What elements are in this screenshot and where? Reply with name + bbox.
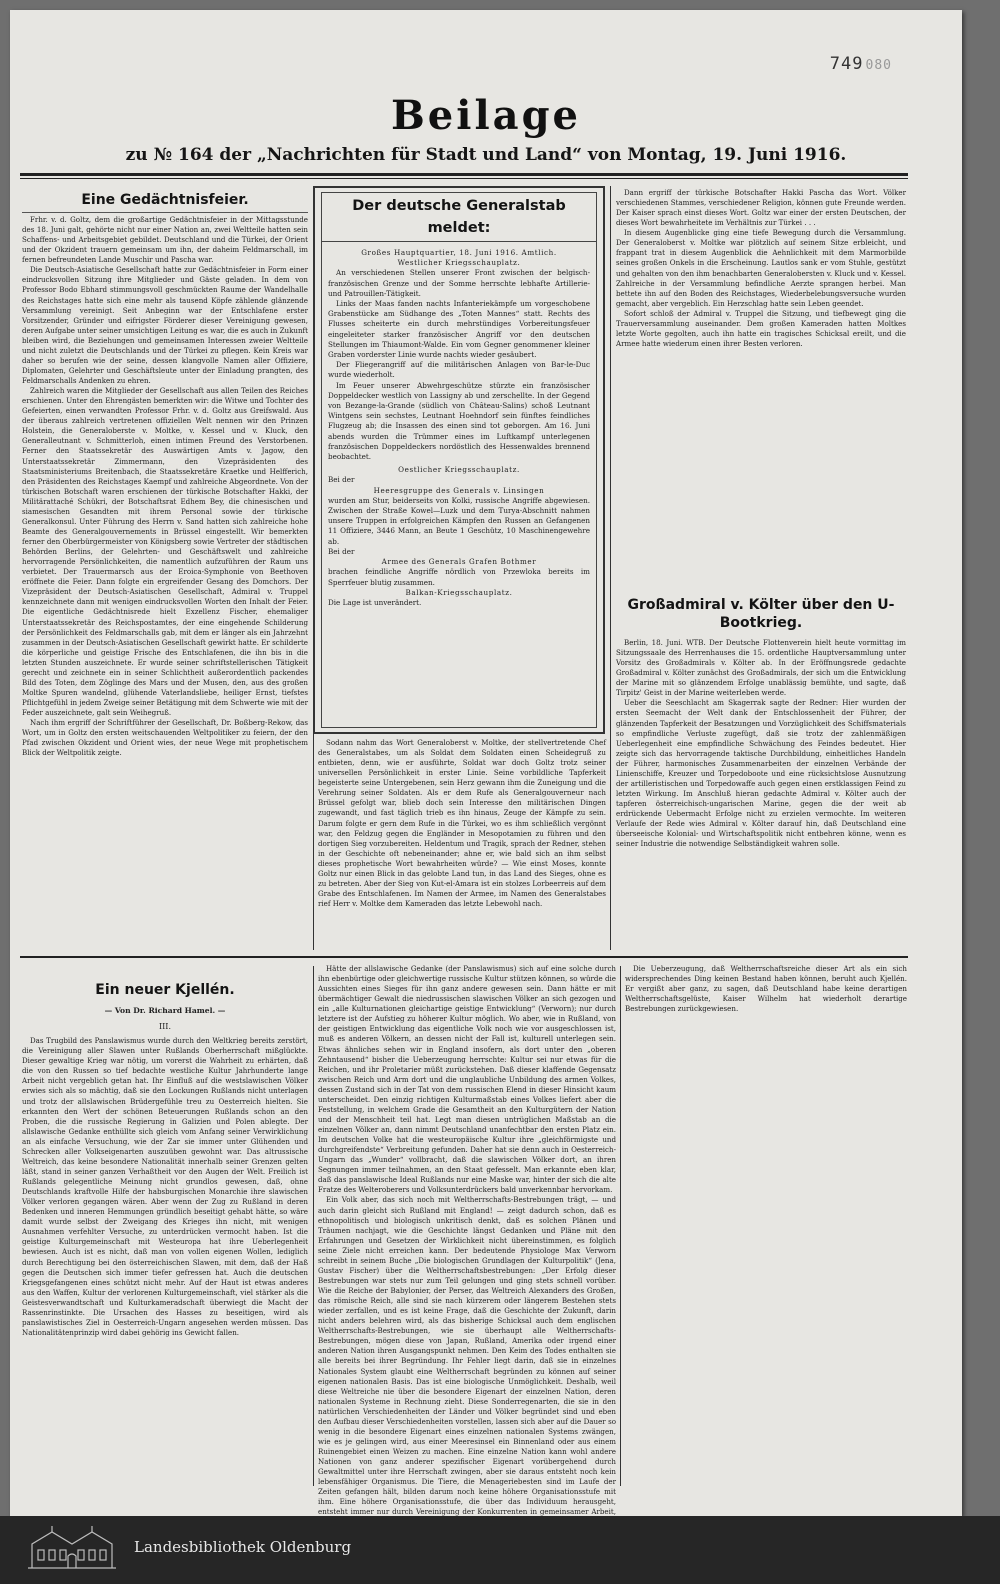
column-2-continuation <box>318 738 606 950</box>
column-1-text <box>22 215 308 951</box>
section-number: III. <box>158 1022 172 1032</box>
paragraph: Bei der <box>328 475 355 485</box>
masthead-rule <box>20 173 908 176</box>
generalstab-box-inner <box>321 192 597 728</box>
article-kjellen <box>22 970 308 1442</box>
report-section-balkan: Balkan-Kriegsschauplatz. <box>405 587 513 597</box>
headline-generalstab: Der deutsche Generalstab meldet: <box>322 193 596 242</box>
pencil-mark: 080 <box>865 58 892 73</box>
masthead-subtitle: zu № 164 der „Nachrichten für Stadt und Land“ von Montag, 19. Juni 1916. <box>125 145 847 165</box>
report-section-west: Westlicher Kriegsschauplatz. <box>397 258 521 268</box>
paragraph: wurden am Stur, beiderseits von Kolki, russische Angriffe abgewiesen. Zwischen der Straße Kowel—Luzk und dem Turya-Abschnitt nahmen unsere Truppen in erfolgreichen Kämpfen den Russen an Gefangenen 11 Offiziere, 3446 Mann, an Beute 1 Geschütz, 10 Maschinengewehre ab. <box>328 495 590 546</box>
paragraph: Berlin, 18. Juni. WTB. Der Deutsche Flottenverein hielt heute vormittag im Sitzungssaale des Herrenhauses die 15. ordentliche Hauptversammlung unter Vorsitz des Großadmirals v. Költer ab. In der Eröffnungsrede gedachte Großadmiral v. Költer zunächst des Großadmirals, der sich um die Entwicklung der Marine mit so glänzendem Erfolge unablässig bemühte, und sagte, daß Tirpitz' Geist in der Marine weiterleben werde. <box>616 638 906 698</box>
paragraph: Frhr. v. d. Goltz, dem die großartige Gedächtnisfeier in der Mittagsstunde des 18. Juni galt, gehörte nicht nur einer Nation an, zwei Weltteile hatten sein Schaffens- und Arbeitsgebiet gebildet. Deutschland und die Türkei, der Orient und der Okzident trauern gemeinsam um ihn, der daheim Feldmarschall, im fernen befreundeten Lande Muschir und Pascha war. <box>22 215 308 265</box>
report-army-group: Heeresgruppe des Generals v. Linsingen <box>373 485 545 495</box>
kjellen-text-col2 <box>318 964 616 1517</box>
library-name: Landesbibliothek Oldenburg <box>134 1538 352 1556</box>
paragraph: Links der Maas fanden nachts Infanteriekämpfe um vorgeschobene Grabenstücke am Südhange des „Toten Mannes“ statt. Rechts des Flusses scheiterte ein durch mehrstündiges Vorbereitungsfeuer eingeleiteter starker französischer Angriff vor den deutschen Stellungen im Thiaumont-Walde. Ein vom Gegner genommener kleiner Graben vorderster Linie wurde nachts wieder gesäubert. <box>328 299 590 360</box>
page-number-value: 749 <box>829 54 864 74</box>
report-army: Armee des Generals Grafen Bothmer <box>381 557 537 567</box>
kjellen-text-col3 <box>625 964 907 1482</box>
footer-bar <box>0 1516 1000 1584</box>
column-rule-2 <box>610 186 611 950</box>
masthead-rule-thin <box>20 178 908 179</box>
paragraph: Zahlreich waren die Mitglieder der Gesellschaft aus allen Teilen des Reiches erschienen. Unter den Ehrengästen bemerkten wir: die Witwe und Tochter des Gefeierten, einen verwandten Professor Frhr. v. d. Goltz aus Greifswald. Aus der überaus zahlreich vertretenen offiziellen Welt nennen wir den Prinzen Holstein, die Generaloberste v. Moltke, v. Kessel und v. Kluck, den Generalleutnant v. Schmitterloh, einen intimen Freund des Verstorbenen. Ferner den Staatssekretär des Auswärtigen Amts v. Jagow, den Unterstaatssekretär Zimmermann, den Vizepräsidenten des Staatsministeriums Breitenbach, die Staatssekretäre Kraetke und Helfferich, den Präsidenten des Reichstages Kaempf und zahlreiche Abgeordnete. Von der türkischen Botschaft waren erschienen der türkische Botschafter Hakki, der Militärattaché Schükri, der Botschaftsrat Edhem Bey, die chinesischen und siamesischen Gesandten mit ihrem Personal sowie der türkische Generalkonsul. Unter Führung des Herrn v. Sand hatten sich zahlreiche hohe Beamte des Generalgouvernements in Brüssel eingestellt. Wir bemerkten ferner den Oberbürgermeister von Königsberg sowie Vertreter der städtischen Behörden Berlins, der Gelehrten- und Geschäftswelt und zahlreiche hervorragende Persönlichkeiten, die namentlich aufzuführen der Raum uns verbietet. Der Trauermarsch aus der Eroica-Symphonie von Beethoven eröffnete die Feier. Dann folgte ein ergreifender Gesang des Domchors. Der Vizepräsident der Deutsch-Asiatischen Gesellschaft, Admiral v. Truppel kennzeichnete dann mit wenigen eindrucksvollen Worten den Inhalt der Feier. Die eigentliche Gedächtnisrede hielt Exzellenz Fischer, ehemaliger Unterstaatssekretär des Reichspostamtes, der eine eingehende Schilderung der Persönlichkeit des Feldmarschalls gab, mit dem er länger als ein Jahrzehnt zusammen in der Deutsch-Asiatischen Gesellschaft gewirkt hatte. Er schilderte die körperliche und geistige Frische des Entschlafenen, die ihn bis in die letzten Stunden auszeichnete. Er wurde seiner schriftstellerischen Tätigkeit gerecht und zeichnete ein in seiner Schlichtheit außerordentlich packendes Bild des Toten, dem Zöglinge des Mars und der Musen, den, aus des großen Moltke Spuren wandelnd, glühende Vaterlandsliebe, heiliger Ernst, tiefstes Pflichtgefühl in jedem Zweige seiner Betätigung mit dem Schwerte wie mit der Feder auszeichnete, galt sein Weihegruß. <box>22 386 308 718</box>
paragraph: Im Feuer unserer Abwehrgeschütze stürzte ein französischer Doppeldecker westlich von Lassigny ab und zerschellte. In der Gegend von Bezange-la-Grande (südlich von Château-Salins) schoß Leutnant Wintgens sein sechstes, Leutnant Hoehndorf sein fünftes feindliches Flugzeug ab; die Insassen des einen sind tot geborgen. Am 16. Juni abends wurden die Trümmer eines im Luftkampf unterlegenen französischen Doppeldeckers nordöstlich des Hessenwaldes brennend beobachtet. <box>328 380 590 462</box>
paragraph: Die Deutsch-Asiatische Gesellschaft hatte zur Gedächtnisfeier in Form einer eindrucksvollen Sitzung ihre Mitglieder und Gäste geladen. In dem von Professor Bodo Ebhard stimmungsvoll geschmückten Raume der Wandelhalle des Reichstages hatte sich eine mehr als tausend Köpfe zählende glänzende Versammlung vereinigt. Seit Anbeginn war der Entschlafene erster Vorsitzender, Gründer und eifrigster Förderer dieser Vereinigung gewesen, deren Aufgabe unter seiner umsichtigen Leitung es war, die es auch in Zukunft bleiben wird, die Beziehungen und gemeinsamen Interessen zweier Weltteile und nicht zuletzt die Deutschlands und der Türkei zu pflegen. Kein Kreis war daher so berufen wie der seine, dessen klangvolle Namen aller Offiziere, Diplomaten, Gelehrter und Geschäftsleute unter der Einladung prangten, des Feldmarschalls Andenken zu ehren. <box>22 265 308 385</box>
headline-koelster: Großadmiral v. Költer über den U-Bootkrieg. <box>627 597 895 631</box>
headline-kjellen: Ein neuer Kjellén. <box>95 982 235 998</box>
generalstab-box <box>313 186 605 734</box>
page-number <box>830 54 892 74</box>
report-dateline: Großes Hauptquartier, 18. Juni 1916. Amtlich. <box>361 248 557 257</box>
paragraph: An verschiedenen Stellen unserer Front zwischen der belgisch-französischen Grenze und der Somme herrschte lebhafte Artillerie- und Patrouillen-Tätigkeit. <box>328 268 590 298</box>
paragraph: Hätte der allslawische Gedanke (der Panslawismus) sich auf eine solche durch ihn ebenbürtige oder gleichwertige russische Kultur stützen können, so würde die Aussichten eines Sieges für ihn ganz andere gewesen sein. Dann hätte er mit übermächtiger Gewalt die niedrussischen slawischen Völker an sich gezogen und ein „alle Kulturnationen gleichartige geistige Entwicklung“ (Verworn); nur durch letztere ist der Aufstieg zu höherer Kultur möglich. Wo aber, wie in Rußland, von der geistigen Entwicklung das eigentliche Volk noch wie vor ausgeschlossen ist, muß es anderen Völkern, an dessen nicht der Fall ist, kulturell unterlegen sein. Etwas ähnliches sehen wir in England insofern, als dort unter den „oberen Zehntausend“ bisher die Ueberzeugung herrschte: Kultur sei nur etwas für die Reichen, und ihr Proletarier müßt zurückstehen. Daß dieser klaffende Gegensatz zwischen Reich und Arm dort und die unglaubliche Unbildung des armen Volkes, dessen Zustand sich in der Tat von dem russischen Elend in dieser Hinsicht kaum unterscheidet. Den einzig richtigen Kulturmaßstab eines Volkes liefert aber die Feststellung, in welchem Grade die Gesamtheit an den Kulturgütern der Nation und der Menschheit teil hat. Legt man diesen untrüglichen Maßstab an die einzelnen Völker an, dann nimmt Deutschland unanfechtbar den ersten Platz ein. Im deutschen Volke hat die westeuropäische Kultur ihre „gleichförmigste und durchgreifendste“ Verbreitung gefunden. Daher hat sie denn auch in Oesterreich-Ungarn das „Wunder“ vollbracht, daß die slawischen Völker dort, an ihren Segnungen immer teilnahmen, an den Staat gefesselt. Man erkannte eben klar, daß das panslawische Ideal Rußlands nur eine Maske war, hinter der sich die alte Fratze des Welteroberers und Volksunterdrückers bald unverkennbar hervorkam. <box>318 964 616 1195</box>
generalstab-text <box>328 248 590 748</box>
paragraph: brachen feindliche Angriffe nördlich von Przewloka bereits im Sperrfeuer blutig zusammen. <box>328 567 590 587</box>
section-rule <box>20 956 908 958</box>
library-building-icon <box>22 1520 122 1576</box>
koelster-text <box>616 638 906 938</box>
paragraph: Die Ueberzeugung, daß Weltherrschaftsreiche dieser Art als ein sich widersprechendes Ding keinen Bestand haben können, beruht auch Kjellén. Er vergißt aber ganz, zu sagen, daß Deutschland habe keine derartigen Weltherrschaftsgelüste, Kaiser Wilhelm hat wiederholt derartige Bestrebungen zurückgewiesen. <box>625 964 907 1014</box>
paragraph: Ein Volk aber, das sich noch mit Weltherrschafts-Bestrebungen trägt, — und auch darin gleicht sich Rußland mit England! — zeigt dadurch schon, daß es ethnopolitisch und biologisch unkritisch denkt, daß es solchen Plänen und Träumen nachjagt, wie die Geschichte längst Gedanken und Pläne mit den Erfahrungen und Gesetzen der Wirklichkeit nicht übereinstimmen, es folglich seine Ziele nicht erreichen kann. Der bedeutende Physiologe Max Verworn schreibt in seinem Buche „Die biologischen Grundlagen der Kulturpolitik“ (Jena, Gustav Fischer) über die Weltherrschaftsbestrebungen: „Der Erfolg dieser Bestrebungen war stets nur zum Teil gelungen und ging stets schnell vorüber. Wie die Reiche der Babylonier, der Perser, das Weltreich Alexanders des Großen, das römische Reich, alle sind sie nach kürzerem oder längerem Bestehen stets wieder zerfallen, und es ist keine Frage, daß die Geschichte der Zukunft, darin nicht anders belehren wird, als das bisherige Schicksal auch dem englischen Weltherrschafts-Bestrebungen, wie sie überhaupt alle Weltherrschafts-Bestrebungen, mögen diese von Japan, Rußland, Amerika oder irgend einer anderen Nation ihren Ausgangspunkt nehmen. Den Keim des Todes enthalten sie alle bereits bei ihrer Begründung. Ihr Fehler liegt darin, daß sie in einzelnes Nationales System glaubt eine Weltherrschaft begründen zu können auf seiner eigenen nationalen Basis. Das ist eine biologische Unmöglichkeit. Deshalb, weil diese Weltreiche nie über die besondere Eigenart der einzelnen Nation, deren nationalen Systeme in Rechnung zieht. Diese Sonderregenarten, die sie in den natürlichen Verschiedenheiten der Länder und Völker begründet sind und eben den Aufbau dieser Verschiedenheiten vorstellen, lassen sich aber auf die Dauer so wenig in die besondere Eigenart eines einzelnen nationalen Systems zwängen, wie es je gelingen wird, aus einer Meeresinsel ein Binnenland oder aus einem Ruinengebiet einen Weizen zu machen. Eine einzelne Nation kann wohl andere Nationen von ganz anderer spezifischer Eigenart vorübergehend durch Gewaltmittel unter ihre Herrschaft zwingen, aber sie daraus entsteht noch kein lebensfähiger Organismus. Die Tiere, die Menageriebesten sind im Laufe der Zeiten gefangen hält, bilden darum noch keine höhere Organisationsstufe mit ihm. Eine höhere Organisationsstufe, die über das Individuum herausgeht, entsteht immer nur durch Vereinigung der Konkurrenten in gemeinsamer Arbeit, <box>318 1195 616 1517</box>
column-3-continuation <box>616 188 906 584</box>
headline-gedaechtnisfeier: Eine Gedächtnisfeier. <box>22 190 308 213</box>
paragraph: Bei der <box>328 546 355 556</box>
paragraph: Nach ihm ergriff der Schriftführer der Gesellschaft, Dr. Boßberg-Rekow, das Wort, um in Goltz den ersten weitschauenden Weltpolitiker zu feiern, der den Pfad zwischen Okzident und Orient wies, der neue Wege mit prophetischem Blick der Weltpolitik zeigte. <box>22 718 308 758</box>
masthead-title: Beilage <box>391 92 581 139</box>
paragraph: Das Trugbild des Panslawismus wurde durch den Weltkrieg bereits zerstört, die Vereinigung aller Slawen unter Rußlands Oberherrschaft mißglückte. Dieser gewaltige Krieg war nötig, um vorerst die Wahrheit zu erhärten, daß die von den Russen so tief bedachte westliche Kultur Jahrhunderte lange Arbeit nicht vergeblich getan hat. Ihr Einfluß auf die westslawischen Völker erwies sich als so mächtig, daß sie den Lockungen Rußlands nicht unterlagen und trotz der allslawischen Brüdergefühle treu zu Oesterreich hielten. Sie erkannten den Wert der schönen Beteuerungen Rußlands schon an den Proben, die die russische Regierung in Galizien und Polen ablegte. Der allslawische Gedanke enthüllte sich gleich vom Anfang seiner Verwirklichung an als einfache Versuchung, wie der Zar sie immer unter Glühenden und Schrecken aller Volkseigenarten auszuüben gewohnt war. Das altrussische Weltreich, das keine besondere Nationalität innerhalb seiner Grenzen gelten läßt, stand in seiner ganzen Verhaßtheit vor den Augen der Welt. Freilich ist Rußlands gelegentliche Meinung nicht grundlos gewesen, daß, ohne Deutschlands kraftvolle Hilfe der habsburgischen Monarchie ihre slawischen Völker verloren gegangen wären. Aber wenn der Zug zu Rußland in deren Bedenken und inneren Hemmungen gründlich beseitigt gehabt hätte, so wäre damit wurde selbst der Zweigang des Krieges ihn nicht, mit wenigen Ausnahmen verfehlter Versuche, zu unterdrücken vermocht haben. Ist die geistige Kulturgemeinschaft mit Westeuropa hat ihre Ueberlegenheit bewiesen. Auch ist es nicht, daß man von vollen eigenen Wollen, lediglich durch Berechtigung bei den österreichischen Slawen, mit dem, daß der Haß gegen die Deutschen sich immer tiefer gefressen hat. Auch die deutschen Kriegsgefangenen eines schützt nicht mehr. Auf der Haut ist etwas anderes aus den Waffen, Kultur der verlorenen Kulturgemeinschaft, viel stärker als die Geistesverwandtschaft und Kulturkameradschaft überwiegt die Macht der Rassenrinstinkte. Die Ursachen des Hasses zu beseitigen, wird als panslawistisches Ziel in Oesterreich-Ungarn angesehen werden müssen. Das Nationalitätenprinzip wird dabei gehörig ins Gewicht fallen. <box>22 1036 308 1337</box>
report-section-east: Oestlicher Kriegsschauplatz. <box>398 465 520 475</box>
kjellen-text-col1 <box>22 1036 308 1442</box>
paragraph: Ueber die Seeschlacht am Skagerrak sagte der Redner: Hier wurden der ersten Seemacht der Welt dank der Entschlossenheit der Führer, der glänzenden Tapferkeit der Besatzungen und Vorzüglichkeit des Schiffsmaterials so empfindliche Verluste zugefügt, daß sie trotz der zahlenmäßigen Ueberlegenheit eine empfindliche Schwächung des Feindes bedeutet. Hier zeigte sich das hervorragende taktische Durchbildung, einheitliches Handeln der Führer, harmonisches Zusammenarbeiten der einzelnen Verbände der Linienschiffe, Kreuzer und Torpedoboote und eine rücksichtslose Ausnutzung der artilleristischen und Torpedowaffe auch gegen einen erstklassigen Feind zu letzten Wirkung. Im Anschluß hieran gedachte Admiral v. Költer auch der tapferen österreichisch-ungarischen Marine, gegen die der weit ab erdrückende Uebermacht Erfolge nicht zu erzielen vermochte. Im weiteren Verlaufe der Rede wies Admiral v. Költer darauf hin, daß Deutschland eine überseeische Kolonial- und Wirtschaftspolitik nicht entbehren könne, wenn es seiner Industrie die notwendige Selbständigkeit wahren solle. <box>616 698 906 849</box>
column-3 <box>616 188 906 938</box>
column-rule-3 <box>313 966 314 1486</box>
paragraph: Der Fliegerangriff auf die militärischen Anlagen von Bar-le-Duc wurde wiederholt. <box>328 360 590 380</box>
paragraph: Die Lage ist unverändert. <box>328 597 422 607</box>
paragraph: Sofort schloß der Admiral v. Truppel die Sitzung, und tiefbewegt ging die Trauerversammlung auseinander. Dem großen Kameraden hatten Moltkes letzte Worte gegolten, auch ihn hatte ein tragisches Schicksal ereilt, und die Armee hatte wiederum einen ihrer Besten verloren. <box>616 308 906 348</box>
column-rule-4 <box>620 966 621 1486</box>
paragraph: Sodann nahm das Wort Generaloberst v. Moltke, der stellvertretende Chef des Generalstabes, um als Soldat dem Soldaten einen Scheidegruß zu entbieten, denn, wie er ausführte, Soldat war doch Goltz trotz seiner universellen Persönlichkeit in erster Linie. Seine vorbildliche Tapferkeit begeisterte seine Untergebenen, sein Herz gewann ihm die Zuneigung und die Verehrung seiner Soldaten. Als er dem Rufe als Generalgouverneur nach Brüssel gefolgt war, blieb doch sein Interesse den militärischen Dingen zugewandt, und fast täglich trieb es ihn hinaus, Zeuge der Kämpfe zu sein. Darum folgte er gern dem Rufe in die Türkei, wo es ihm schließlich vergönnt war, den Feldzug gegen die Engländer in Mesopotamien zu führen und den dortigen Sieg vorzubereiten. Heldentum und Tragik, sprach der Redner, stehen in der Geschichte oft nebeneinander; ahne er, wie bald sich an ihm selbst dieses prophetische Wort bewahrheiten würde? — Wie einst Moses, konnte Goltz nur einen Blick in das gelobte Land tun, in das Land des Sieges, ohne es zu betreten. Aber der Sieg von Kut-el-Amara ist ein stolzes Lorbeerreis auf dem Grabe des Entschlafenen. Im Namen der Armee, im Namen des Generalstabes rief Herr v. Moltke dem Kameraden das letzte Lebewohl nach. <box>318 738 606 908</box>
newspaper-page <box>10 10 962 1516</box>
paragraph: In diesem Augenblicke ging eine tiefe Bewegung durch die Versammlung. Der Generaloberst v. Moltke war plötzlich auf seinem Sitze erbleicht, und frappant trat in diesem Augenblick die Aehnlichkeit mit dem Marmorbilde seines großen Onkels in die Erscheinung. Lautlos sank er vom Stuhle, gestützt und gehalten von den ihm benachbarten Generalobersten v. Kluck und v. Kessel. Zahlreiche in der Versammlung befindliche Aerzte sprangen herbei. Man bettete ihn auf den Boden des Reichstages, Wiederbelebungsversuche wurden gemacht, aber vergeblich. Ein Herzschlag hatte sein Leben geendet. <box>616 228 906 308</box>
byline: — Von Dr. Richard Hamel. — <box>104 1006 226 1015</box>
article-gedaechtnisfeier <box>22 190 308 951</box>
paragraph: Dann ergriff der türkische Botschafter Hakki Pascha das Wort. Völker verschiedenen Stammes, verschiedener Religion, können gute Freunde werden. Der Kaiser sprach einst dieses Wort. Goltz war einer der ersten Deutschen, der dieses Wort bewahrheitete im Verhältnis zur Türkei . . . <box>616 188 906 228</box>
